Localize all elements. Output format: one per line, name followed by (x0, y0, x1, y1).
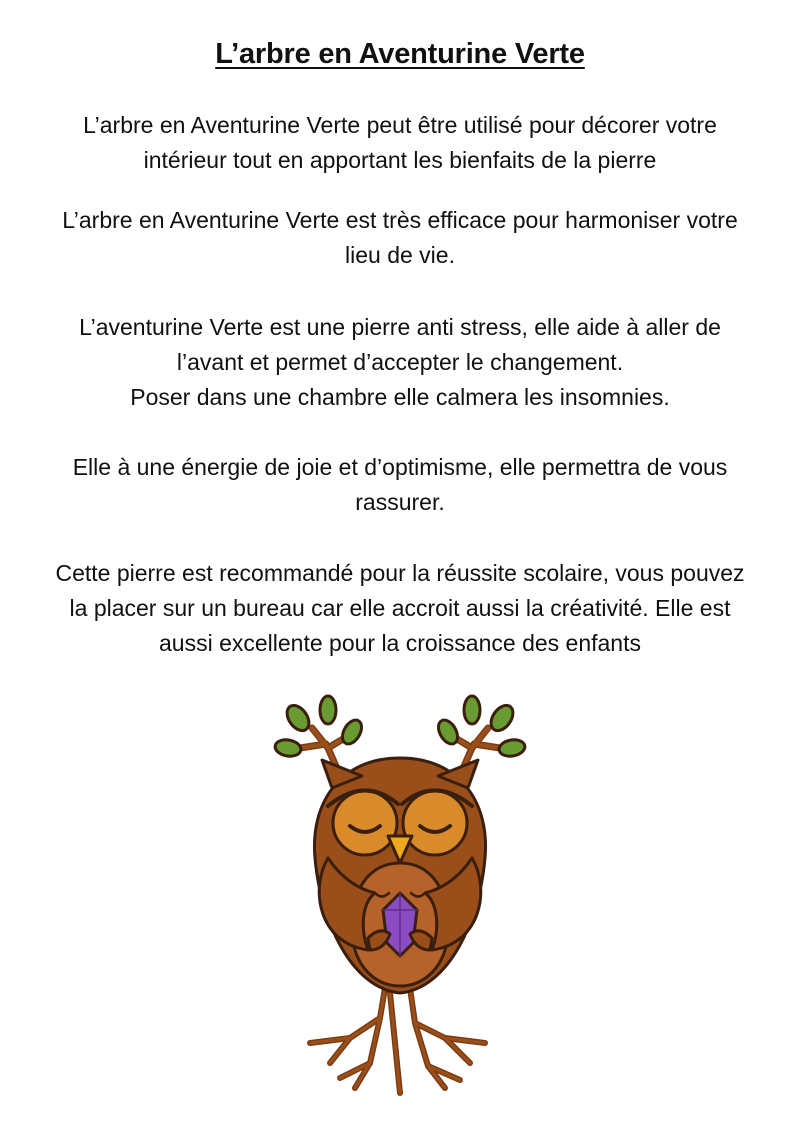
paragraph-line: rassurer. (355, 489, 445, 515)
paragraph-harmony (10, 203, 790, 273)
paragraph-joy (10, 450, 790, 520)
paragraph-line: la placer sur un bureau car elle accroit aussi la créativité. Elle est (69, 595, 731, 621)
leaf-icon (498, 738, 526, 758)
paragraph-line: intérieur tout en apportant les bienfaits de la pierre (143, 147, 657, 173)
leaf-icon (487, 701, 518, 734)
paragraph-line: L’arbre en Aventurine Verte peut être utilisé pour décorer votre (83, 112, 717, 138)
paragraph-line: L’arbre en Aventurine Verte est très efficace pour harmoniser votre (62, 207, 738, 233)
paragraph-line: Poser dans une chambre elle calmera les insomnies. (130, 384, 670, 410)
paragraph-line: l’avant et permet d’accepter le changement. (176, 349, 624, 375)
paragraph-line: Cette pierre est recommandé pour la réussite scolaire, vous pouvez (55, 560, 745, 586)
page-title: L’arbre en Aventurine Verte (215, 38, 585, 70)
leaf-icon (283, 701, 314, 734)
owl-tree-with-crystal-icon (270, 688, 530, 1108)
paragraph-line: L’aventurine Verte est une pierre anti stress, elle aide à aller de (79, 314, 721, 340)
paragraph-decoration (10, 108, 790, 178)
paragraph-line: aussi excellente pour la croissance des enfants (158, 630, 641, 656)
leaf-icon (320, 696, 336, 724)
leaf-icon (274, 738, 302, 758)
owl-right-eye-disc (403, 791, 467, 855)
paragraph-line: lieu de vie. (345, 242, 455, 268)
paragraph-line: Elle à une énergie de joie et d’optimisme, elle permettra de vous (72, 454, 728, 480)
owl-left-eye-disc (333, 791, 397, 855)
paragraph-school (10, 556, 790, 661)
paragraph-anti-stress (10, 310, 790, 415)
leaf-icon (464, 696, 480, 724)
